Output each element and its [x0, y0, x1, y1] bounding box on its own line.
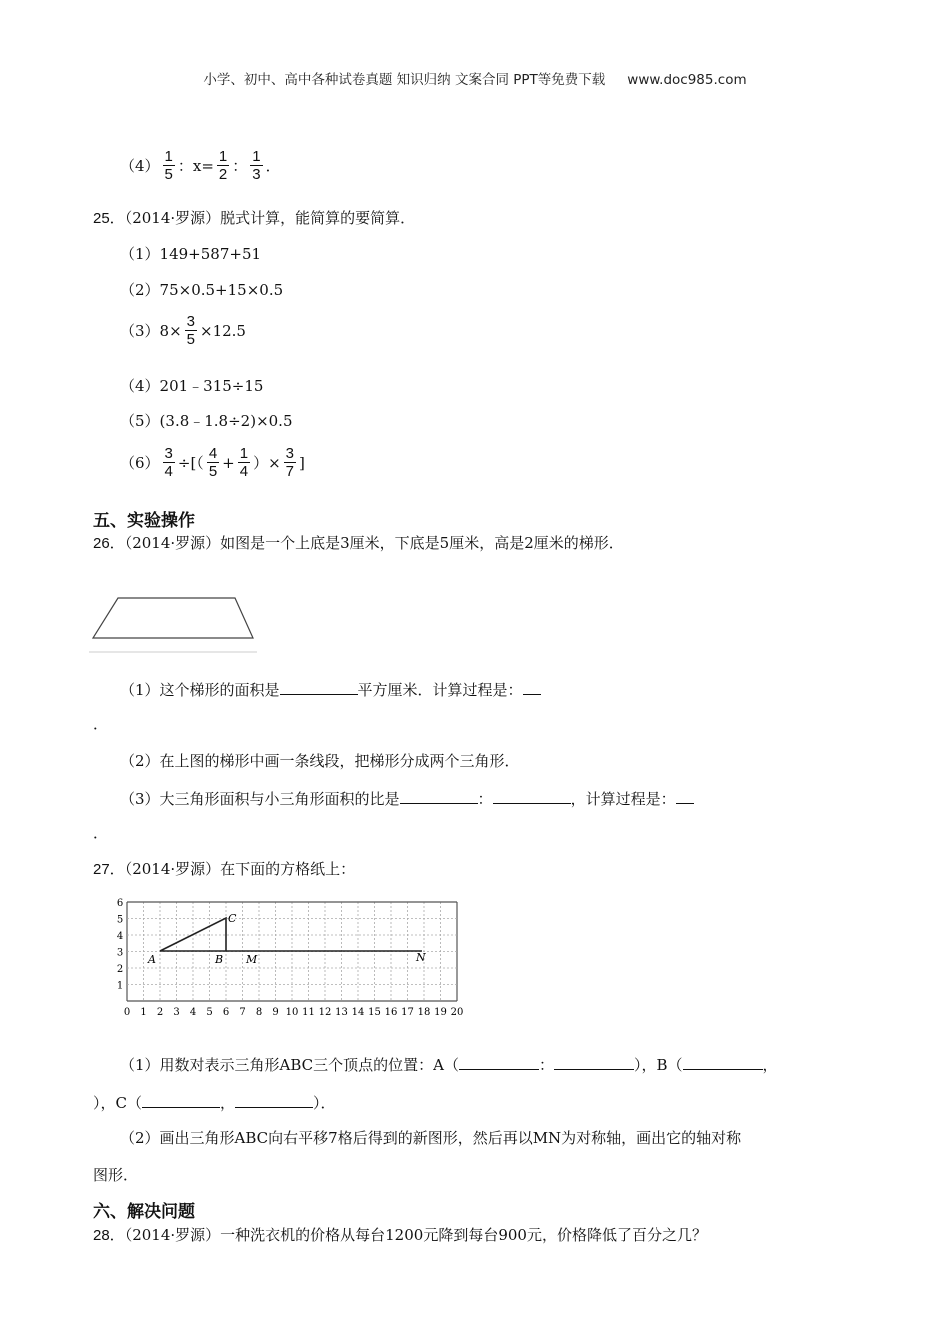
x-tick-label: 6: [222, 1007, 230, 1018]
item-label: （4）: [120, 157, 160, 176]
x-tick-label: 4: [189, 1007, 197, 1018]
q28-title: 28．（2014·罗源）一种洗衣机的价格从每台1200元降到每台900元，价格降低了百分之几？: [93, 1226, 707, 1244]
q26-part-1-end: ．: [93, 715, 109, 733]
x-tick-label: 13: [335, 1007, 348, 1018]
y-tick-label: 5: [116, 914, 124, 926]
q25-item-5: （5）(3.8﹣1.8÷2)×0.5: [120, 412, 293, 430]
q26-part-2: （2）在上图的梯形中画一条线段，把梯形分成两个三角形．: [120, 752, 520, 770]
fraction: $\frac{1}{5}$: [164, 148, 173, 184]
answer-blank[interactable]: [554, 1055, 634, 1070]
x-tick-label: 9: [272, 1007, 279, 1018]
x-tick-label: 17: [401, 1007, 414, 1018]
q25-item-1: （1）149+587+51: [120, 245, 262, 263]
y-tick-labels: [117, 898, 123, 992]
x-tick-label: 16: [384, 1007, 398, 1018]
x-tick-label: 20: [450, 1007, 464, 1018]
q25-item-2: （2）75×0.5+15×0.5: [120, 281, 284, 299]
y-tick-label: 3: [116, 947, 124, 959]
trapezoid-figure: [85, 588, 265, 658]
x-tick-label: 12: [318, 1007, 332, 1018]
x-tick-label: 19: [434, 1007, 447, 1018]
label-n: N: [416, 951, 426, 964]
label-c: C: [228, 912, 237, 925]
x-tick-label: 7: [239, 1007, 246, 1018]
section-heading-6: 六、解决问题: [93, 1202, 195, 1222]
q24-item-4: （4） $\frac{1}{5}$ ：x= $\frac{1}{2}$ ： $\frac{1}{3}$ ．: [120, 148, 281, 184]
page-header: [0, 68, 950, 88]
y-tick-label: 4: [116, 931, 124, 942]
answer-blank[interactable]: [523, 680, 541, 695]
q25-item-3: （3）8× $\frac{3}{5}$ ×12.5: [120, 313, 246, 349]
q27-part-2: （2）画出三角形ABC向右平移7格后得到的新图形，然后再以MN为对称轴，画出它的轴对称: [120, 1129, 742, 1147]
x-tick-label: 2: [156, 1007, 164, 1018]
q26-part-1: （1）这个梯形的面积是 平方厘米．计算过程是：: [120, 679, 541, 700]
y-tick-label: 2: [116, 964, 124, 975]
answer-blank[interactable]: [683, 1055, 763, 1070]
q25-item-6: （6） $\frac{3}{4}$ ÷[（ $\frac{4}{5}$ + $\frac{1}{4}$ ）× $\frac{3}{7}$ ]: [120, 445, 305, 481]
q27-part-2-cont: 图形．: [93, 1166, 139, 1184]
x-tick-label: 11: [302, 1007, 315, 1018]
answer-blank[interactable]: [676, 789, 694, 804]
fraction: $\frac{3}{5}$: [186, 313, 195, 349]
x-tick-label: 15: [368, 1007, 381, 1018]
grid-paper-figure: [112, 895, 474, 1023]
label-a: A: [148, 953, 156, 966]
fraction: $\frac{1}{2}$: [218, 148, 228, 184]
answer-blank[interactable]: [459, 1055, 539, 1070]
section-heading-5: 五、实验操作: [93, 511, 195, 531]
x-tick-label: 3: [173, 1007, 180, 1018]
answer-blank[interactable]: [235, 1093, 313, 1108]
answer-blank[interactable]: [280, 680, 358, 695]
q27-part-1-cont: ），C（ ， ）．: [93, 1094, 336, 1112]
x-tick-label: 14: [351, 1007, 365, 1018]
x-tick-labels: [124, 1007, 464, 1018]
q26-title: 26．（2014·罗源）如图是一个上底是3厘米，下底是5厘米，高是2厘米的梯形．: [93, 534, 624, 552]
fraction: $\frac{1}{3}$: [252, 148, 261, 184]
label-m: M: [246, 953, 258, 966]
trapezoid-shape: [93, 598, 253, 638]
q26-part-3: （3）大三角形面积与小三角形面积的比是 ： ，计算过程是：: [120, 788, 694, 809]
q25-item-4: （4）201﹣315÷15: [120, 377, 264, 395]
y-tick-label: 6: [116, 898, 124, 909]
fraction: $\frac{1}{4}$: [239, 445, 249, 481]
x-tick-label: 1: [140, 1007, 147, 1018]
answer-blank[interactable]: [142, 1093, 220, 1108]
x-tick-label: 5: [206, 1007, 213, 1018]
q26-part-3-end: ．: [93, 824, 109, 842]
answer-blank[interactable]: [493, 789, 571, 804]
x-tick-label: 8: [255, 1007, 263, 1018]
fraction: $\frac{3}{4}$: [164, 445, 173, 481]
y-tick-label: 1: [116, 980, 124, 992]
q27-title: 27．（2014·罗源）在下面的方格纸上：: [93, 860, 356, 878]
label-b: B: [215, 953, 224, 966]
header-text: 小学、初中、高中各种试卷真题 知识归纳 文案合同 PPT等免费下载: [203, 72, 606, 88]
x-tick-label: 18: [417, 1007, 431, 1018]
x-tick-label: 10: [285, 1007, 299, 1018]
header-site[interactable]: www.doc985.com: [627, 72, 747, 88]
q25-title: 25．（2014·罗源）脱式计算，能简算的要简算．: [93, 209, 416, 227]
q27-part-1: （1）用数对表示三角形ABC三个顶点的位置：A（ ： ），B（ ，: [120, 1056, 778, 1074]
answer-blank[interactable]: [400, 789, 478, 804]
fraction: $\frac{3}{7}$: [285, 445, 294, 481]
x-tick-label: 0: [123, 1007, 131, 1018]
fraction: $\frac{4}{5}$: [208, 445, 218, 481]
